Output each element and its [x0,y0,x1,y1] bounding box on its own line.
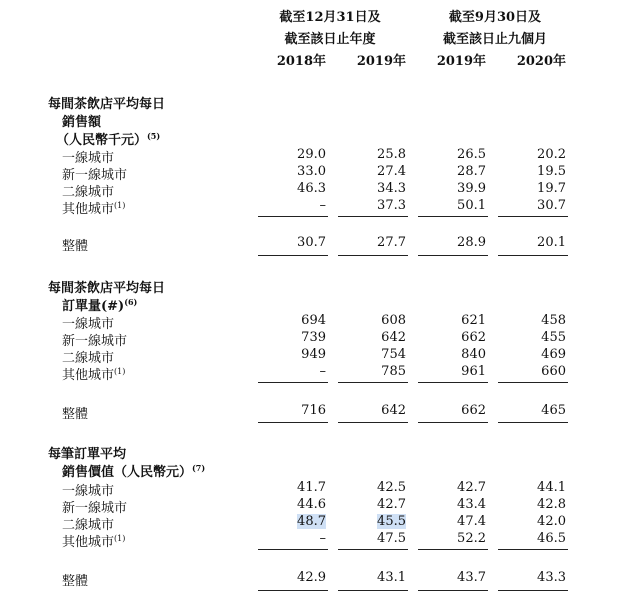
subtotal-rule [498,216,568,217]
footnote-marker: (1) [114,367,126,376]
table-cell: 46.5 [537,531,566,546]
total-cell: 27.7 [377,235,406,250]
table-cell: 19.5 [537,164,566,179]
table-cell: 660 [541,364,566,379]
subtotal-rule [258,216,328,217]
table-cell: 458 [541,313,566,328]
table-cell: 30.7 [537,198,566,213]
section-1-title-line3: （人民幣千元） [56,133,148,148]
table-cell: 469 [541,347,566,362]
table-cell: 961 [461,364,486,379]
table-cell: 608 [381,313,406,328]
table-cell: 52.2 [457,531,486,546]
total-rule [258,422,328,423]
table-cell: 26.5 [457,147,486,162]
subtotal-rule [418,549,488,550]
total-rule [258,255,328,256]
period-header-2-line1: 截至9月30日及 [448,10,542,25]
total-cell: 716 [301,403,326,418]
table-cell: 50.1 [457,198,486,213]
table-cell-selected[interactable]: 48.7 [297,514,326,529]
period-header-1-line2: 截至該日止年度 [284,32,376,47]
table-cell: 42.0 [537,514,566,529]
total-cell: 43.3 [537,570,566,585]
row-label: 二線城市 [62,351,115,366]
total-cell: 662 [461,403,486,418]
subtotal-rule [418,382,488,383]
table-cell: 47.5 [377,531,406,546]
table-cell: 28.7 [457,164,486,179]
year-header-2020-9m: 2020年 [516,54,566,69]
total-rule [498,422,568,423]
table-cell: 44.6 [297,497,326,512]
table-cell: 20.2 [537,147,566,162]
section-3-note: (7) [192,463,206,473]
row-label: 新一線城市 [62,501,128,516]
subtotal-rule [258,549,328,550]
total-cell: 28.9 [457,235,486,250]
table-cell: 44.1 [537,480,566,495]
table-cell: 455 [541,330,566,345]
section-1-note: (5) [147,131,161,141]
table-cell: 46.3 [297,181,326,196]
table-cell: 840 [461,347,486,362]
table-cell: 662 [461,330,486,345]
table-cell: 42.7 [377,497,406,512]
subtotal-rule [338,382,408,383]
table-cell: 43.4 [457,497,486,512]
table-cell: 754 [381,347,406,362]
footnote-marker: (1) [114,534,126,543]
section-3-title-line1: 每筆訂單平均 [48,447,127,462]
row-label: 其他城市 [62,202,115,217]
total-label: 整體 [62,574,89,589]
table-cell: – [319,198,326,213]
year-header-2019-annual: 2019年 [356,54,406,69]
row-label: 新一線城市 [62,334,128,349]
subtotal-rule [498,382,568,383]
total-rule [418,255,488,256]
total-rule [498,590,568,591]
table-cell: 25.8 [377,147,406,162]
subtotal-rule [498,549,568,550]
total-rule [258,590,328,591]
table-cell: – [319,364,326,379]
table-cell: 621 [461,313,486,328]
table-cell: 42.7 [457,480,486,495]
year-header-2018: 2018年 [276,54,326,69]
total-cell: 20.1 [537,235,566,250]
row-label: 二線城市 [62,185,115,200]
table-cell: 642 [381,330,406,345]
section-2-note: (6) [124,297,138,307]
subtotal-rule [338,549,408,550]
table-cell: 42.5 [377,480,406,495]
table-cell: – [319,531,326,546]
table-cell: 27.4 [377,164,406,179]
row-label: 一線城市 [62,484,115,499]
period-header-2-line2: 截至該日止九個月 [442,32,547,47]
total-rule [338,422,408,423]
table-cell: 19.7 [537,181,566,196]
row-label: 一線城市 [62,317,115,332]
table-cell: 29.0 [297,147,326,162]
total-label: 整體 [62,407,89,422]
subtotal-rule [418,216,488,217]
section-2-title-line2: 訂單量(#) [62,299,125,314]
table-cell: 47.4 [457,514,486,529]
table-cell: 739 [301,330,326,345]
table-cell: 785 [381,364,406,379]
table-cell: 949 [301,347,326,362]
total-rule [338,255,408,256]
total-label: 整體 [62,239,89,254]
total-rule [418,422,488,423]
total-cell: 42.9 [297,570,326,585]
period-header-1-line1: 截至12月31日及 [279,10,381,25]
subtotal-rule [338,216,408,217]
table-cell: 33.0 [297,164,326,179]
row-label: 二線城市 [62,518,115,533]
table-cell: 39.9 [457,181,486,196]
table-cell: 34.3 [377,181,406,196]
section-3-title-line2: 銷售價值（人民幣元） [62,465,193,480]
table-cell: 37.3 [377,198,406,213]
row-label: 一線城市 [62,151,115,166]
total-rule [418,590,488,591]
section-1-title-line2: 銷售額 [62,115,102,130]
total-rule [498,255,568,256]
section-2-title-line1: 每間茶飲店平均每日 [48,281,166,296]
table-cell: 42.8 [537,497,566,512]
section-1-title-line1: 每間茶飲店平均每日 [48,97,166,112]
subtotal-rule [258,382,328,383]
year-header-2019-9m: 2019年 [436,54,486,69]
row-label: 其他城市 [62,368,115,383]
table-cell: 41.7 [297,480,326,495]
total-cell: 43.7 [457,570,486,585]
total-cell: 465 [541,403,566,418]
row-label: 新一線城市 [62,168,128,183]
total-rule [338,590,408,591]
total-cell: 642 [381,403,406,418]
total-cell: 43.1 [377,570,406,585]
table-cell-selected[interactable]: 45.5 [377,514,406,529]
table-cell: 694 [301,313,326,328]
footnote-marker: (1) [114,201,126,210]
row-label: 其他城市 [62,535,115,550]
total-cell: 30.7 [297,235,326,250]
